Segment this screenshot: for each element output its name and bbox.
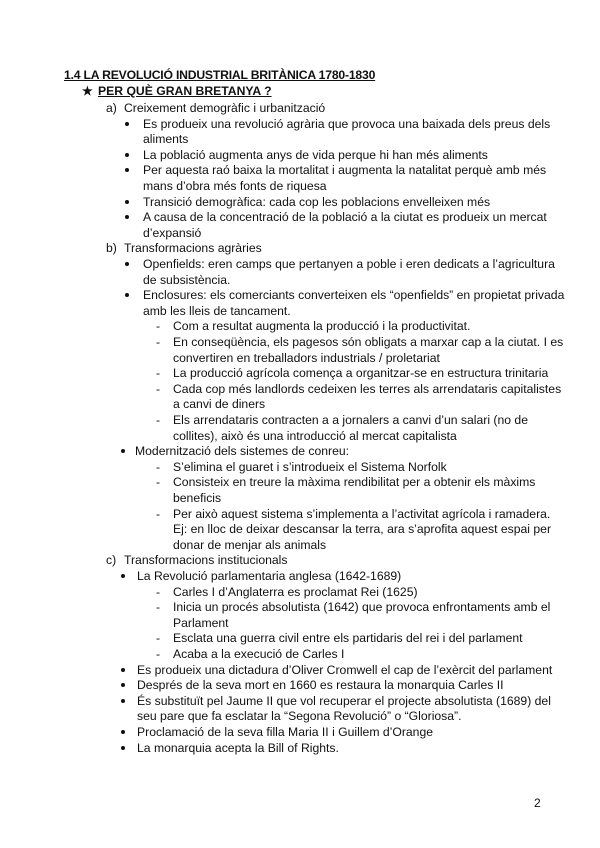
item-text-line: a canvi de diners — [173, 397, 266, 412]
dash-icon: - — [156, 506, 161, 521]
bullet-icon — [121, 746, 125, 750]
item-text-line: amb les lleis de tancament. — [143, 303, 291, 318]
item-text-line: Esclata una guerra civil entre els partidaris del rei i del parlament — [173, 631, 523, 646]
item-text-line: Es produeix una revolució agrària que provoca una baixada dels preus dels — [143, 116, 551, 131]
bullet-icon — [121, 449, 125, 453]
item-text-line: La població augmenta anys de vida perque hi han més aliments — [143, 147, 488, 162]
subtitle-text: PER QUÈ GRAN BRETANYA ? — [98, 84, 272, 98]
item-text-line: S’elimina el guaret i s’introdueix el Sistema Norfolk — [173, 459, 447, 474]
section-heading — [106, 240, 546, 256]
section-subtitle — [82, 83, 272, 99]
section-marker: b) — [106, 241, 117, 256]
item-text-line: Carles I d’Anglaterra es proclamat Rei (1625) — [173, 584, 418, 599]
item-text-line: Després de la seva mort en 1660 es restaura la monarquia Carles II — [137, 678, 504, 693]
item-text-line: convertiren en treballadors industrials / proletariat — [173, 350, 440, 365]
bullet-icon — [125, 200, 129, 204]
dash-icon: - — [156, 647, 161, 661]
bullet-icon — [125, 168, 129, 172]
item-text-line: Parlament — [173, 615, 229, 630]
section-marker: c) — [106, 553, 117, 568]
bullet-icon — [121, 574, 125, 578]
dash-icon: - — [156, 459, 161, 474]
item-text-line: Enclosures: els comerciants converteixen els “openfields” en propietat privada — [143, 288, 565, 303]
item-text-line: La monarquia acepta la Bill of Rights. — [137, 740, 339, 755]
section-marker: a) — [106, 101, 117, 115]
item-text-line: aliments — [143, 132, 189, 147]
star-icon: ★ — [82, 84, 93, 98]
item-text-line: Els arrendataris contracten a a jornalers a canvi d’un salari (no de — [173, 413, 528, 427]
bullet-icon — [125, 293, 129, 297]
page-number: 2 — [534, 796, 541, 810]
item-text-line: Openfields: eren camps que pertanyen a poble i eren dedicats a l’agricultura — [143, 257, 555, 271]
section-heading-text: Transformacions agràries — [124, 241, 262, 256]
bullet-icon — [125, 215, 129, 219]
item-text-line: de subsistència. — [143, 272, 231, 287]
item-text-line: Consisteix en treure la màxima rendibilitat per a obtenir els màxims — [173, 475, 536, 490]
bullet-icon — [125, 262, 129, 266]
bullet-icon — [121, 668, 125, 672]
item-text-line: A causa de la concentració de la població a la ciutat es produeix un mercat — [143, 210, 547, 225]
dash-icon: - — [156, 319, 161, 334]
page-title: 1.4 LA REVOLUCIÓ INDUSTRIAL BRITÀNICA 1780-1830 — [64, 68, 376, 82]
item-text-line: Per això aquest sistema s’implementa a l’activitat agrícola i ramadera. — [173, 506, 551, 521]
item-text-line: mans d’obra més fonts de riquesa — [143, 178, 327, 193]
section-heading — [106, 552, 546, 568]
item-text-line: Cada cop més landlords cedeixen les terres als arrendataris capitalistes — [173, 381, 562, 396]
item-text-line: És substituït pel Jaume II que vol recuperar el projecte absolutista (1689) del — [137, 693, 551, 708]
item-text-line: La producció agrícola comença a organitzar-se en estructura trinitaria — [173, 366, 549, 381]
dash-icon: - — [156, 366, 161, 381]
dash-icon: - — [156, 413, 161, 427]
bullet-icon — [125, 153, 129, 157]
item-text-line: Acaba a la execució de Carles I — [173, 647, 345, 661]
item-text-line: Es produeix una dictadura d’Oliver Cromwell el cap de l’exèrcit del parlament — [137, 662, 553, 677]
section-heading-text: Transformacions institucionals — [124, 553, 288, 568]
item-text-line: seu pare que fa esclatar la “Segona Revolució” o “Gloriosa”. — [137, 709, 462, 724]
dash-icon: - — [156, 335, 161, 349]
item-text-line: Per aquesta raó baixa la mortalitat i augmenta la natalitat perquè amb més — [143, 163, 547, 178]
bullet-icon — [121, 683, 125, 687]
dash-icon: - — [156, 600, 161, 615]
item-text-line: Transició demogràfica: cada cop les poblacions envelleixen més — [143, 194, 491, 209]
bullet-icon — [125, 122, 129, 126]
bullet-icon — [121, 730, 125, 734]
section-heading-text: Creixement demogràfic i urbanització — [124, 101, 326, 115]
dash-icon: - — [156, 584, 161, 599]
item-text-line: donar de menjar als animals — [173, 537, 327, 552]
item-text-line: Com a resultat augmenta la producció i la productivitat. — [173, 319, 471, 334]
item-text-line: Proclamació de la seva filla Maria II i Guillem d’Orange — [137, 725, 434, 739]
item-text-line: beneficis — [173, 490, 222, 505]
item-text-line: Modernització dels sistemes de conreu: — [135, 444, 350, 459]
section-heading — [106, 100, 546, 116]
item-text-line: collites), això és una introducció al mercat capitalista — [173, 428, 457, 443]
item-text-line: Inicia un procés absolutista (1642) que provoca enfrontaments amb el — [173, 600, 551, 615]
item-text-line: La Revolució parlamentaria anglesa (1642-1689) — [137, 569, 402, 583]
bullet-icon — [121, 699, 125, 703]
item-text-line: En conseqüència, els pagesos són obligats a marxar cap a la ciutat. I es — [173, 335, 564, 349]
item-text-line: d’expansió — [143, 225, 202, 240]
dash-icon: - — [156, 631, 161, 646]
dash-icon: - — [156, 381, 161, 396]
item-text-line: Ej: en lloc de deixar descansar la terra, ara s’aprofita aquest espai per — [173, 522, 552, 537]
dash-icon: - — [156, 475, 161, 490]
